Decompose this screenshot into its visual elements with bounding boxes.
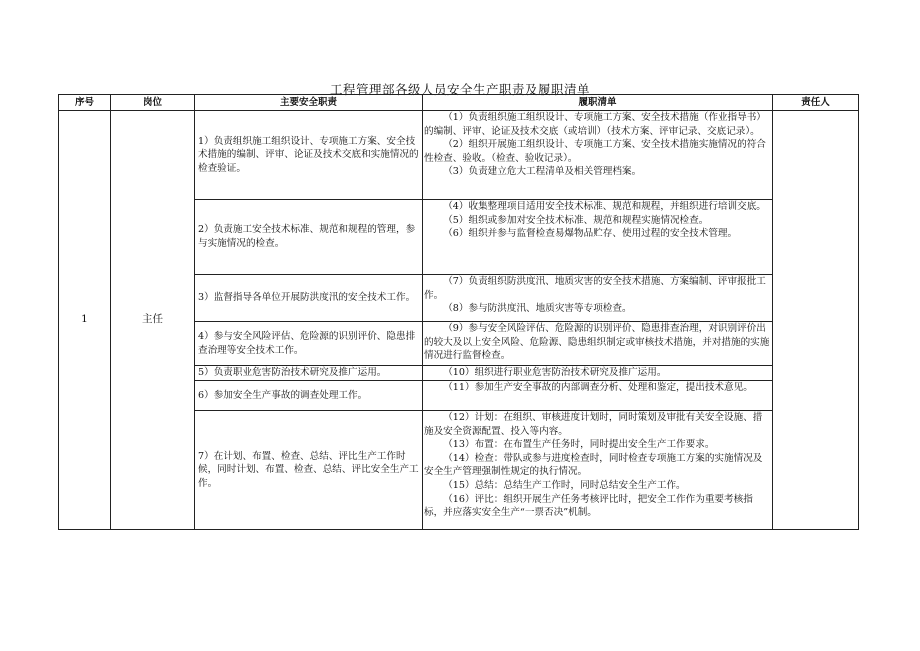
checklist-item: （12）计划：在组织、审核进度计划时，同时策划及审批有关安全设施、措施及安全资源配置、投入等内容。 (424, 412, 763, 437)
checklist-item: （9）参与安全风险评估、危险源的识别评价、隐患排查治理，对识别评价出的较大及以上安全风险、危险源、隐患组织制定或审核技术措施，并对措施的实施情况进行监督检查。 (424, 323, 770, 362)
checklist-item: （4）收集整理项目适用安全技术标准、规范和规程，并组织进行培训交底。 (443, 201, 766, 212)
checklist-item: （1）负责组织施工组织设计、专项施工方案、安全技术措施（作业指导书）的编制、评审、论证及技术交底（或培训）（技术方案、评审记录、交底记录）。 (424, 112, 766, 137)
checklist-item: （3）负责建立危大工程清单及相关管理档案。 (443, 166, 642, 178)
responsible-person (773, 111, 859, 530)
checklist-item: （16）评比：组织开展生产任务考核评比时，把安全工作作为重要考核指标，并应落实安全生产“一票否决”机制。 (424, 493, 753, 519)
checklist-group-2 (423, 200, 773, 275)
checklist-item: （10）组织进行职业危害防治技术研究及推广运用。 (443, 367, 667, 378)
checklist-group-4 (423, 322, 773, 366)
row-number: 1 (59, 111, 111, 530)
header-duties: 主要安全职责 (195, 95, 423, 111)
checklist-item: （5）组织或参加对安全技术标准、规范和规程实施情况检查。 (443, 214, 709, 226)
table-header-row (59, 95, 859, 111)
header-checklist: 履职清单 (423, 95, 773, 111)
table-row (59, 111, 859, 200)
duty-3: 3）监督指导各单位开展防洪度汛的安全技术工作。 (195, 275, 423, 322)
row-post: 主任 (111, 111, 195, 530)
checklist-group-1 (423, 111, 773, 200)
checklist-item: （15）总结：总结生产工作时，同时总结安全生产工作。 (443, 479, 686, 491)
header-responsible: 责任人 (773, 95, 859, 111)
duty-table (58, 94, 859, 530)
checklist-item: （8）参与防洪度汛、地质灾害等专项检查。 (443, 303, 632, 315)
checklist-group-7 (423, 411, 773, 530)
header-no: 序号 (59, 95, 111, 111)
duty-1: 1）负责组织施工组织设计、专项施工方案、安全技术措施的编制、评审、论证及技术交底和实施情况的检查验证。 (195, 111, 423, 200)
duty-6: 6）参加安全生产事故的调查处理工作。 (195, 381, 423, 411)
checklist-item: （14）检查：带队或参与进度检查时，同时检查专项施工方案的实施情况及安全生产管理强制性规定的执行情况。 (424, 452, 763, 478)
duty-5: 5）负责职业危害防治技术研究及推广运用。 (195, 366, 423, 381)
duty-4: 4）参与安全风险评估、危险源的识别评价、隐患排查治理等安全技术工作。 (195, 322, 423, 366)
header-post: 岗位 (111, 95, 195, 111)
checklist-item: （7）负责组织防洪度汛、地质灾害的安全技术措施、方案编制、评审报批工作。 (424, 276, 766, 301)
checklist-item: （11）参加生产安全事故的内部调查分析、处理和鉴定，提出技术意见。 (443, 382, 753, 393)
duty-2: 2）负责施工安全技术标准、规范和规程的管理，参与实施情况的检查。 (195, 200, 423, 275)
checklist-item: （13）布置：在布置生产任务时，同时提出安全生产工作要求。 (443, 439, 715, 451)
checklist-group-3 (423, 275, 773, 322)
checklist-group-6 (423, 381, 773, 411)
checklist-group-5 (423, 366, 773, 381)
duty-7: 7）在计划、布置、检查、总结、评比生产工作时候，同时计划、布置、检查、总结、评比安全生产工作。 (195, 411, 423, 530)
checklist-item: （2）组织开展施工组织设计、专项施工方案、安全技术措施实施情况的符合性检查、验收。（检查、验收记录）。 (424, 139, 766, 164)
document-title: 工程管理部各级人员安全生产职责及履职清单 (329, 82, 590, 97)
checklist-item: （6）组织并参与监督检查易爆物品贮存、使用过程的安全技术管理。 (443, 228, 738, 240)
